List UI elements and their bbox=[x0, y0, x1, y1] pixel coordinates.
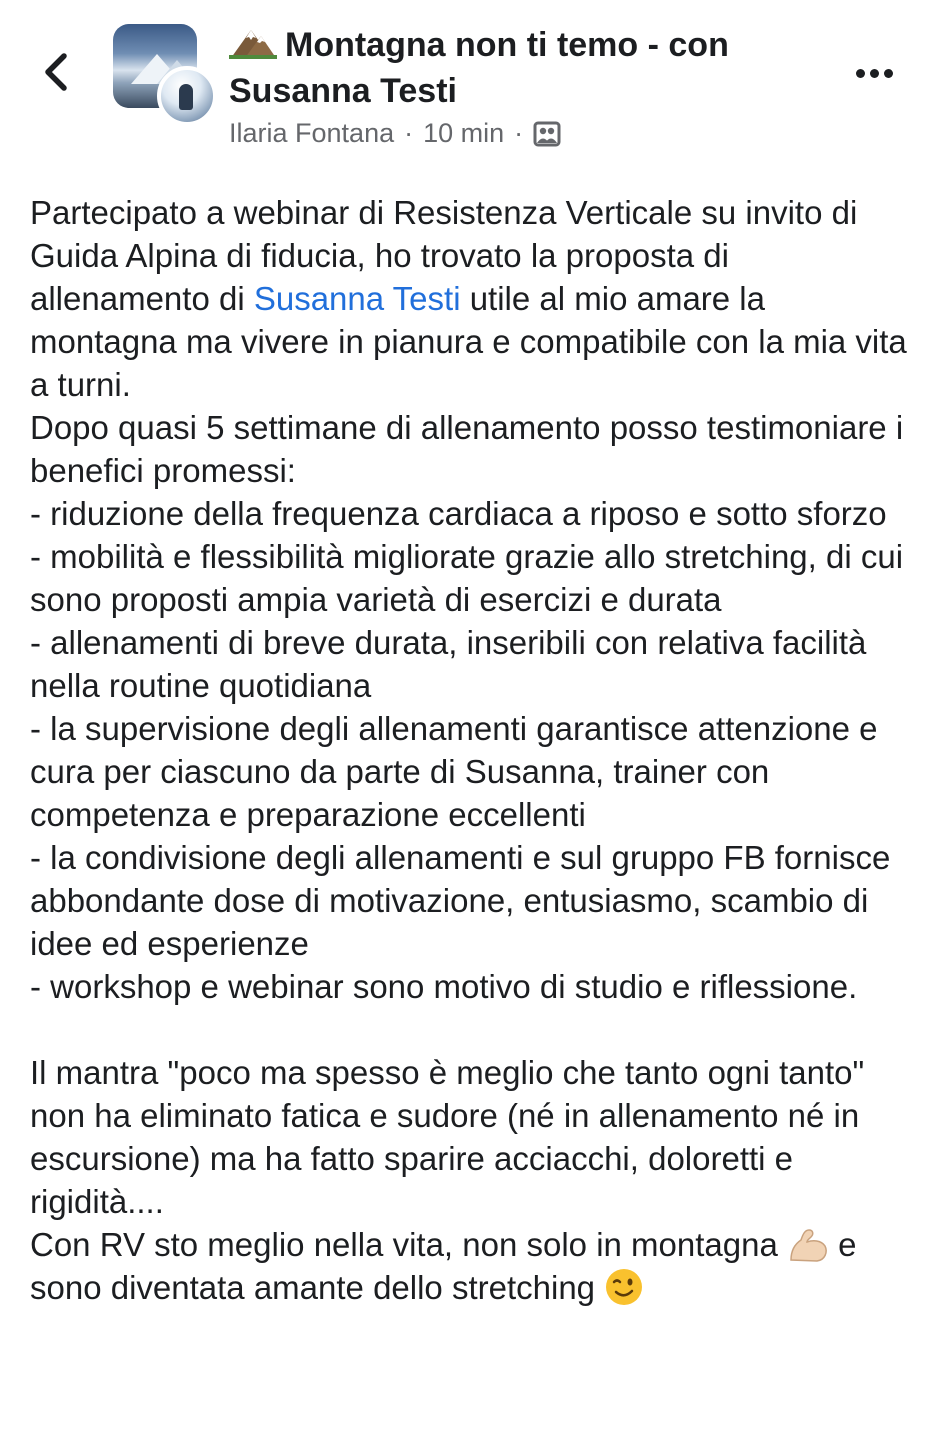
flexed-biceps-icon bbox=[787, 1226, 829, 1264]
more-options-button[interactable] bbox=[848, 56, 900, 90]
post-paragraph: Il mantra "poco ma spesso è meglio che tanto ogni tanto" non ha eliminato fatica e sudore (né in allenamento né in escursione) ma ha fatto sparire acciacchi, doloretti e rigidità.... bbox=[30, 1054, 865, 1220]
mountain-icon bbox=[229, 26, 277, 60]
post-text: Con RV sto meglio nella vita, non solo in montagna bbox=[30, 1226, 788, 1263]
post-text: utile al mio amare la montagna ma vivere in pianura e compatibile con la mia vita a turni. bbox=[30, 280, 907, 403]
group-title-text[interactable]: Montagna non ti temo - con Susanna Testi bbox=[229, 26, 729, 110]
post-meta bbox=[229, 118, 561, 149]
post-intro bbox=[30, 191, 910, 406]
meta-separator: · bbox=[514, 118, 524, 148]
post-body bbox=[30, 191, 910, 1309]
back-button[interactable] bbox=[36, 50, 76, 94]
bullet-item: - mobilità e flessibilità migliorate grazie allo stretching, di cui sono proposti ampia varietà di esercizi e durata bbox=[30, 538, 904, 618]
group-title[interactable] bbox=[229, 22, 809, 114]
more-dot bbox=[884, 69, 893, 78]
bullet-item: - allenamenti di breve durata, inseribili con relativa facilità nella routine quotidiana bbox=[30, 624, 867, 704]
meta-separator: · bbox=[404, 118, 414, 148]
post-closing bbox=[30, 1223, 910, 1309]
avatar-stack[interactable] bbox=[113, 24, 213, 112]
bullet-item: - la condivisione degli allenamenti e sul gruppo FB fornisce abbondante dose di motivazione, entusiasmo, scambio di idee ed esperienze bbox=[30, 839, 891, 962]
group-audience-icon bbox=[533, 121, 561, 147]
more-dot bbox=[870, 69, 879, 78]
post-text: e sono diventata amante dello stretching bbox=[30, 1226, 857, 1306]
bullet-item: - la supervisione degli allenamenti garantisce attenzione e cura per ciascuno da parte di Susanna, trainer con competenza e preparazione eccellenti bbox=[30, 710, 878, 833]
author-name[interactable]: Ilaria Fontana bbox=[229, 118, 395, 148]
bullet-item: - workshop e webinar sono motivo di studio e riflessione. bbox=[30, 968, 858, 1005]
winking-face-icon bbox=[604, 1267, 644, 1307]
blank-line bbox=[30, 1008, 910, 1051]
post-text: Partecipato a webinar di Resistenza Verticale su invito di Guida Alpina di fiducia, ho trovato la proposta di allenamento di bbox=[30, 194, 858, 317]
post-paragraph: Dopo quasi 5 settimane di allenamento posso testimoniare i benefici promessi: bbox=[30, 409, 904, 489]
post-time[interactable]: 10 min bbox=[423, 118, 505, 148]
mention-link[interactable]: Susanna Testi bbox=[253, 280, 461, 317]
chevron-left-icon bbox=[42, 52, 70, 92]
author-avatar[interactable] bbox=[157, 66, 217, 126]
more-dot bbox=[856, 69, 865, 78]
bullet-item: - riduzione della frequenza cardiaca a riposo e sotto sforzo bbox=[30, 495, 887, 532]
post-header bbox=[0, 0, 929, 170]
